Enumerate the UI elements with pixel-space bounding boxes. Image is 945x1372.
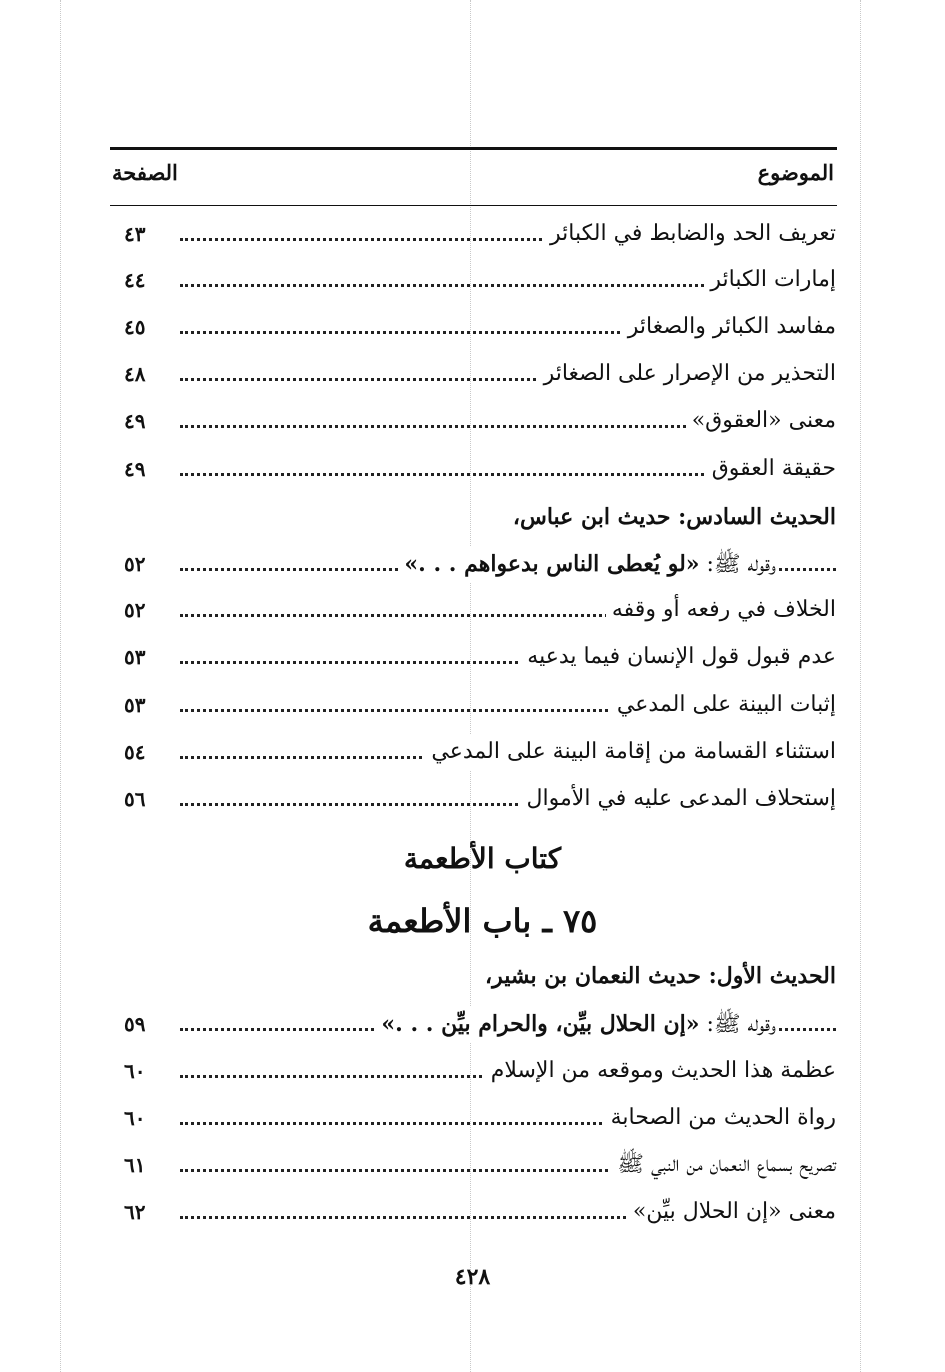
toc-entry: [110, 356, 836, 392]
toc-entry-text: معنى «العقوق»: [686, 403, 836, 439]
toc-entry-text: إمارات الكبائر: [704, 262, 836, 298]
toc-entry-text: تصريح بسماع النعمان من النبي ﷺ: [611, 1147, 836, 1183]
toc-entry-text: الخلاف في رفعه أو وقفه: [606, 592, 836, 628]
toc-entry-page: ٥٤: [124, 740, 146, 764]
toc-entry-text: [398, 546, 776, 583]
toc-entry: [110, 216, 836, 252]
toc-entry-prefix: وقوله ﷺ:: [699, 552, 776, 577]
toc-entry: [110, 1053, 836, 1089]
toc-entry-page: ٦٢: [124, 1200, 146, 1224]
page-column-header: الصفحة: [112, 160, 178, 185]
toc-entry: [110, 451, 836, 487]
toc-entry-page: ٤٩: [124, 409, 146, 433]
margin-guide-left: [60, 0, 61, 1372]
page-number: ٤٢٨: [454, 1264, 491, 1290]
toc-entry-prefix: وقوله ﷺ:: [699, 1012, 776, 1037]
chapter-title: ٧٥ ـ باب الأطعمة: [367, 902, 598, 940]
toc-entry: [110, 639, 836, 675]
toc-entry: [110, 734, 836, 770]
toc-entry-page: ٥٢: [124, 598, 146, 622]
toc-entry-text: عظمة هذا الحديث وموقعه من الإسلام: [485, 1053, 836, 1089]
toc-entry-text: تعريف الحد والضابط في الكبائر: [544, 216, 836, 252]
toc-entry-text: مفاسد الكبائر والصغائر: [622, 309, 836, 345]
toc-entry-page: ٥٣: [124, 693, 146, 717]
toc-entry: [110, 1194, 836, 1230]
toc-subheading: [110, 499, 836, 535]
toc-entry-page: ٤٤: [124, 268, 146, 292]
toc-entry: [110, 403, 836, 439]
toc-entry-page: ٥٩: [124, 1012, 146, 1036]
toc-entry-text: إستحلاف المدعى عليه في الأموال: [521, 781, 836, 817]
toc-entry-page: ٤٩: [124, 457, 146, 481]
toc-entry-page: ٥٦: [124, 787, 146, 811]
toc-entry: [110, 1006, 836, 1042]
toc-entry-page: ٥٢: [124, 552, 146, 576]
toc-entry-page: ٦٠: [124, 1059, 146, 1083]
book-title: كتاب الأطعمة: [403, 842, 562, 875]
toc-entry: [110, 687, 836, 723]
toc-entry-page: ٤٣: [124, 222, 146, 246]
toc-entry: [110, 262, 836, 298]
header-bottom-rule: [110, 205, 837, 206]
toc-entry-quote: «إن الحلال بيِّن، والحرام بيِّن . . .»: [381, 1011, 700, 1037]
toc-entry-text: حقيقة العقوق: [706, 451, 836, 487]
toc-entry-page: ٥٣: [124, 645, 146, 669]
toc-subheading-text: الحديث السادس: حديث ابن عباس،: [507, 499, 836, 535]
toc-entry: [110, 1147, 836, 1183]
toc-entry-page: ٤٥: [124, 315, 146, 339]
toc-entry: [110, 592, 836, 628]
toc-entry: [110, 781, 836, 817]
toc-entry-text: استثناء القسامة من إقامة البينة على المدعي: [425, 734, 836, 770]
toc-subheading: [110, 958, 836, 994]
toc-entry-text: عدم قبول قول الإنسان فيما يدعيه: [521, 639, 836, 675]
header-top-rule: [110, 147, 837, 150]
toc-entry: [110, 309, 836, 345]
toc-entry-text: [375, 1006, 776, 1043]
topic-column-header: الموضوع: [757, 160, 834, 185]
toc-entry-text: معنى «إن الحلال بيِّن»: [627, 1194, 836, 1230]
toc-entry-quote: «لو يُعطى الناس بدعواهم . . .»: [404, 551, 700, 577]
toc-entry-text: التحذير من الإصرار على الصغائر: [538, 356, 836, 392]
toc-entry-page: ٤٨: [124, 362, 146, 386]
toc-entry-page: ٦٠: [124, 1106, 146, 1130]
toc-entry: [110, 1100, 836, 1136]
toc-entry-text: إثبات البينة على المدعي: [611, 687, 836, 723]
toc-entry: [110, 546, 836, 582]
toc-entry-text: رواة الحديث من الصحابة: [605, 1100, 836, 1136]
margin-guide-right: [860, 0, 861, 1372]
toc-subheading-text: الحديث الأول: حديث النعمان بن بشير،: [479, 958, 836, 994]
toc-entry-page: ٦١: [124, 1153, 146, 1177]
